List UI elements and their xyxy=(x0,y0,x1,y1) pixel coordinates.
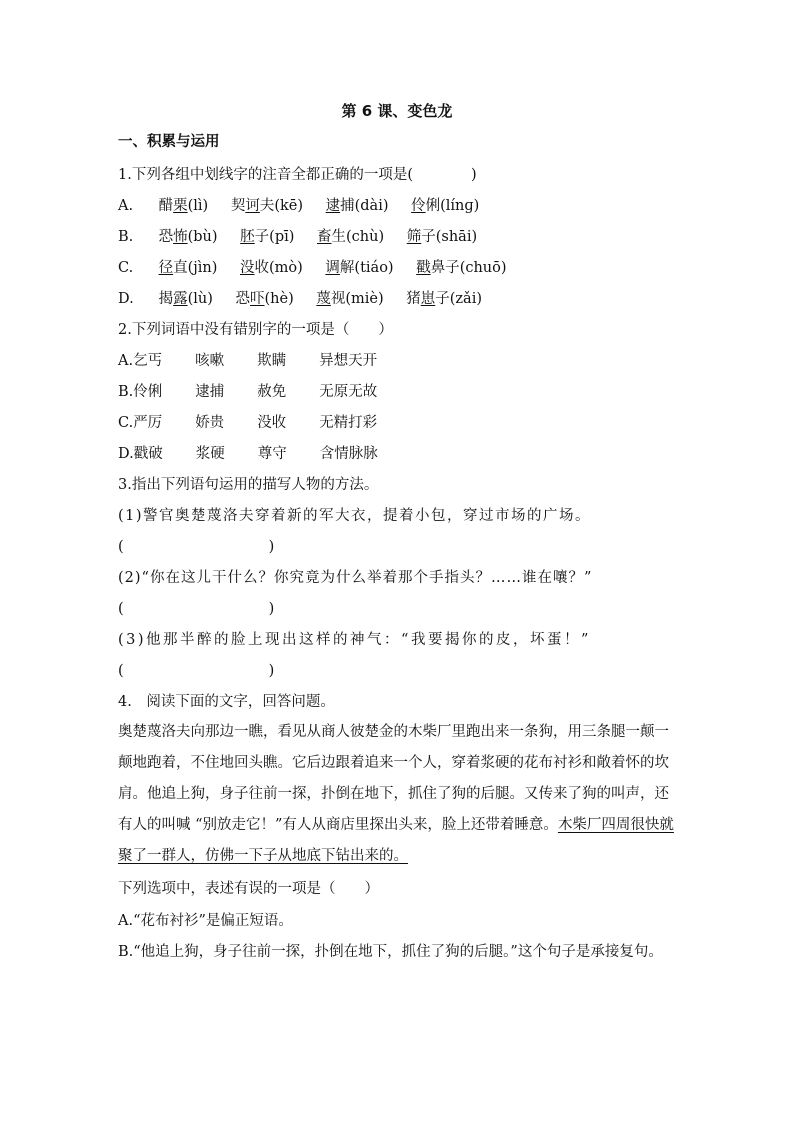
q4-option-a: A.“花布衬衫”是偏正短语。 xyxy=(118,913,293,929)
q2-option-b: B.伶俐 逮捕 赦免 无原无故 xyxy=(118,384,378,400)
q1-c-item-1: 径直(jìn) xyxy=(158,260,218,276)
q1-b-item-3: 畜生(chù) xyxy=(317,229,385,245)
q1-a-item-4: 伶俐(línɡ) xyxy=(411,198,480,214)
q1-a-item-1: 醋栗(lì) xyxy=(158,198,209,214)
question-2-stem: 2.下列词语中没有错别字的一项是（ ） xyxy=(118,322,393,338)
q3-item-3: (3)他那半醉的脸上现出这样的神气：“我要揭你的皮，坏蛋！” xyxy=(118,632,591,648)
page-title: 第 6 课、变色龙 xyxy=(341,102,453,120)
q1-d-item-3: 蔑视(miè) xyxy=(316,291,384,307)
question-4-stem: 4. 阅读下面的文字，回答问题。 xyxy=(118,694,335,710)
question-1-stem: 1.下列各组中划线字的注音全都正确的一项是( ) xyxy=(118,167,477,183)
q2-option-d: D.戳破 浆硬 尊守 含情脉脉 xyxy=(118,446,378,462)
q1-b-item-4: 筛子(shāi) xyxy=(406,229,478,245)
q3-answer-3: ( ) xyxy=(118,663,275,679)
q1-d-item-2: 恐吓(hè) xyxy=(235,291,294,307)
q3-item-2: (2)“你在这儿干什么？你究竟为什么举着那个手指头？……谁在嚷？” xyxy=(118,570,593,586)
q1-a-item-3: 逮捕(dài) xyxy=(325,198,389,214)
q3-answer-1: ( ) xyxy=(118,539,275,555)
q1-option-b: B. 恐怖(bù) 胚子(pī) 畜生(chù) 筛子(shāi) xyxy=(118,229,478,245)
q1-b-item-1: 恐怖(bù) xyxy=(158,229,218,245)
question-3-stem: 3.指出下列语句运用的描写人物的方法。 xyxy=(118,477,379,493)
q4-option-b: B.“他追上狗，身子往前一探，扑倒在地下，抓住了狗的后腿。”这个句子是承接复句。 xyxy=(118,944,663,960)
q3-answer-2: ( ) xyxy=(118,601,275,617)
section-heading: 一、积累与运用 xyxy=(118,134,220,150)
q2-option-a: A.乞丐 咳嗽 欺瞒 异想天开 xyxy=(118,353,378,369)
q4-question: 下列选项中，表述有误的一项是（ ） xyxy=(118,881,379,897)
q1-d-item-4: 猪崽子(zǎi) xyxy=(406,291,483,307)
q1-c-item-3: 调解(tiáo) xyxy=(325,260,394,276)
q1-option-a: A. 醋栗(lì) 契诃夫(kē) 逮捕(dài) 伶俐(línɡ) xyxy=(118,198,480,214)
q1-option-c: C. 径直(jìn) 没收(mò) 调解(tiáo) 戳鼻子(chuō) xyxy=(118,260,507,276)
q1-c-item-2: 没收(mò) xyxy=(240,260,303,276)
q4-passage-underlined: 木柴厂四周很快就聚了一群人，仿佛一下子从地底下钻出来的。 xyxy=(118,817,674,864)
q1-c-item-4: 戳鼻子(chuō) xyxy=(416,260,507,276)
q1-b-item-2: 胚子(pī) xyxy=(240,229,295,245)
q1-d-item-1: 揭露(lù) xyxy=(158,291,213,307)
q4-passage: 奥楚蔑洛夫向那边一瞧，看见从商人彼楚金的木柴厂里跑出来一条狗，用三条腿一颠一颠地跑着，不住地回头瞧。它后边跟着追来一个人，穿着浆硬的花布衬衫和敞着怀的坎肩。他追上狗，身子往前一探，扑倒在地下，抓住了狗的后腿。又传来了狗的叫声，还有人的叫喊 “别放走它！”有人从商店里探出头来，脸上还带着睡意。木柴厂四周很快就聚了一群人，仿佛一下子从地底下钻出来的。 xyxy=(118,724,674,864)
q1-a-item-2: 契诃夫(kē) xyxy=(230,198,303,214)
q1-option-d: D. 揭露(lù) 恐吓(hè) 蔑视(miè) 猪崽子(zǎi) xyxy=(118,291,483,307)
q2-option-c: C.严厉 娇贵 没收 无精打彩 xyxy=(118,415,378,431)
q3-item-1: (1)警官奥楚蔑洛夫穿着新的军大衣，提着小包，穿过市场的广场。 xyxy=(118,508,592,524)
